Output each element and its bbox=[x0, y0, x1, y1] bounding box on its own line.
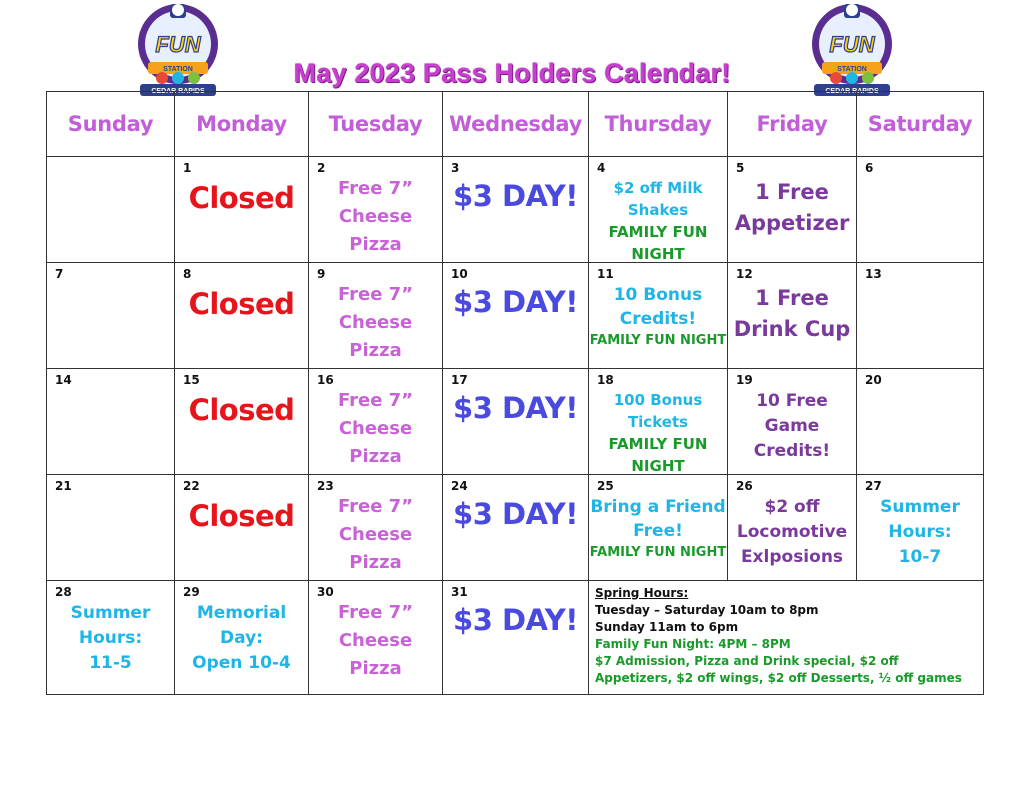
event-line: 10 Free bbox=[756, 391, 828, 411]
event-line: NIGHT bbox=[631, 457, 685, 475]
spring-hours-line: Sunday 11am to 6pm bbox=[595, 620, 739, 634]
logo-sub: STATION bbox=[163, 66, 193, 73]
day-number: 12 bbox=[736, 267, 753, 281]
day-cell-30 bbox=[309, 581, 443, 695]
day-number: 3 bbox=[451, 161, 460, 175]
calendar-table bbox=[46, 91, 984, 695]
day-cell-20 bbox=[857, 369, 984, 475]
day-cell-14 bbox=[47, 369, 175, 475]
event-free-pizza bbox=[309, 599, 442, 683]
event-line: Appetizer bbox=[734, 211, 850, 235]
day-cell-16 bbox=[309, 369, 443, 475]
day-number: 9 bbox=[317, 267, 326, 281]
day-cell-13 bbox=[857, 263, 984, 369]
day-number: 27 bbox=[865, 479, 882, 493]
day-cell-25 bbox=[589, 475, 728, 581]
event-bonus-tickets bbox=[589, 389, 727, 477]
event-closed: Closed bbox=[188, 393, 295, 427]
event-line: FAMILY FUN NIGHT bbox=[589, 333, 727, 348]
event-line: Hours: bbox=[78, 628, 143, 648]
event-line: Tickets bbox=[627, 413, 689, 431]
day-number: 1 bbox=[183, 161, 192, 175]
event-line: Cheese bbox=[338, 206, 413, 227]
event-closed: Closed bbox=[188, 181, 295, 215]
day-cell-27 bbox=[857, 475, 984, 581]
event-line: Free 7” bbox=[337, 602, 414, 623]
day-number: 23 bbox=[317, 479, 334, 493]
day-cell-4 bbox=[589, 157, 728, 263]
event-bring-a-friend bbox=[589, 495, 727, 563]
event-line: Summer bbox=[70, 603, 151, 623]
spring-hours-info bbox=[595, 585, 977, 687]
day-cell-12 bbox=[728, 263, 857, 369]
event-free-pizza bbox=[309, 175, 442, 259]
event-free-pizza bbox=[309, 493, 442, 577]
weekday-wednesday: Wednesday bbox=[443, 92, 589, 157]
event-memorial-day bbox=[175, 601, 308, 676]
day-number: 5 bbox=[736, 161, 745, 175]
week-row bbox=[47, 475, 984, 581]
day-cell-22 bbox=[175, 475, 309, 581]
event-three-dollar-day: $3 DAY! bbox=[453, 603, 578, 637]
day-number: 28 bbox=[55, 585, 72, 599]
event-line: Memorial bbox=[196, 603, 287, 623]
day-cell-6 bbox=[857, 157, 984, 263]
family-fun-night-hours: Family Fun Night: 4PM – 8PM bbox=[595, 637, 791, 651]
event-bonus-credits bbox=[589, 283, 727, 351]
weekday-thursday: Thursday bbox=[589, 92, 728, 157]
event-line: Pizza bbox=[349, 552, 402, 573]
event-line: Cheese bbox=[338, 630, 413, 651]
day-cell-21 bbox=[47, 475, 175, 581]
event-line: Day: bbox=[220, 628, 263, 648]
event-line: Pizza bbox=[349, 446, 402, 467]
event-free-pizza bbox=[309, 387, 442, 471]
event-line: Pizza bbox=[349, 234, 402, 255]
event-free-appetizer bbox=[728, 177, 856, 239]
event-line: FAMILY FUN bbox=[608, 435, 708, 453]
event-line: Summer bbox=[880, 497, 960, 517]
day-number: 10 bbox=[451, 267, 468, 281]
day-number: 13 bbox=[865, 267, 882, 281]
day-number: 25 bbox=[597, 479, 614, 493]
day-cell-8 bbox=[175, 263, 309, 369]
week-row bbox=[47, 157, 984, 263]
day-number: 16 bbox=[317, 373, 334, 387]
day-number: 26 bbox=[736, 479, 753, 493]
event-line: Bring a Friend bbox=[590, 497, 726, 517]
event-line: Free 7” bbox=[337, 496, 414, 517]
day-cell-28 bbox=[47, 581, 175, 695]
event-free-drink-cup bbox=[728, 283, 856, 345]
spring-hours-line: Tuesday – Saturday 10am to 8pm bbox=[595, 603, 819, 617]
day-number: 20 bbox=[865, 373, 882, 387]
day-cell-1 bbox=[175, 157, 309, 263]
event-line: Drink Cup bbox=[733, 317, 851, 341]
event-line: Game bbox=[764, 416, 820, 436]
day-number: 8 bbox=[183, 267, 192, 281]
day-cell-5 bbox=[728, 157, 857, 263]
weekday-friday: Friday bbox=[728, 92, 857, 157]
day-cell-24 bbox=[443, 475, 589, 581]
spring-hours-heading: Spring Hours: bbox=[595, 586, 689, 600]
day-number: 24 bbox=[451, 479, 468, 493]
weekday-monday: Monday bbox=[175, 92, 309, 157]
event-line: 1 Free bbox=[755, 180, 829, 204]
event-line: 10-7 bbox=[898, 547, 942, 567]
event-three-dollar-day: $3 DAY! bbox=[453, 391, 578, 425]
event-line: NIGHT bbox=[631, 245, 685, 263]
event-three-dollar-day: $3 DAY! bbox=[453, 497, 578, 531]
event-summer-hours bbox=[857, 495, 983, 570]
event-line: Locomotive bbox=[736, 522, 848, 542]
event-free-game-credits bbox=[728, 389, 856, 464]
event-three-dollar-day: $3 DAY! bbox=[453, 285, 578, 319]
day-number: 31 bbox=[451, 585, 468, 599]
week-row bbox=[47, 263, 984, 369]
event-line: Cheese bbox=[338, 524, 413, 545]
event-line: 10 Bonus bbox=[613, 285, 703, 305]
day-cell-18 bbox=[589, 369, 728, 475]
day-number: 7 bbox=[55, 267, 64, 281]
day-number: 2 bbox=[317, 161, 326, 175]
day-number: 30 bbox=[317, 585, 334, 599]
event-line: Pizza bbox=[349, 658, 402, 679]
weekday-saturday: Saturday bbox=[857, 92, 984, 157]
logo-word: FUN bbox=[155, 32, 201, 57]
day-cell-29 bbox=[175, 581, 309, 695]
page-title: May 2023 Pass Holders Calendar! bbox=[293, 58, 731, 88]
day-cell-3 bbox=[443, 157, 589, 263]
day-number: 15 bbox=[183, 373, 200, 387]
day-number: 11 bbox=[597, 267, 614, 281]
event-line: FAMILY FUN bbox=[608, 223, 708, 241]
weekday-header-row bbox=[47, 92, 984, 157]
event-line: Credits! bbox=[619, 309, 697, 329]
day-number: 6 bbox=[865, 161, 874, 175]
event-locomotive-explosions bbox=[728, 495, 856, 570]
day-cell-empty bbox=[47, 157, 175, 263]
event-line: Shakes bbox=[627, 201, 689, 219]
event-line: 100 Bonus bbox=[613, 391, 703, 409]
day-cell-2 bbox=[309, 157, 443, 263]
week-row bbox=[47, 581, 984, 695]
event-line: Cheese bbox=[338, 312, 413, 333]
day-cell-11 bbox=[589, 263, 728, 369]
day-cell-15 bbox=[175, 369, 309, 475]
event-line: Free 7” bbox=[337, 390, 414, 411]
event-line: Free 7” bbox=[337, 284, 414, 305]
day-cell-9 bbox=[309, 263, 443, 369]
event-closed: Closed bbox=[188, 499, 295, 533]
event-summer-hours bbox=[47, 601, 174, 676]
day-number: 17 bbox=[451, 373, 468, 387]
event-milk-shakes bbox=[589, 177, 727, 265]
day-number: 19 bbox=[736, 373, 753, 387]
day-cell-31 bbox=[443, 581, 589, 695]
day-number: 18 bbox=[597, 373, 614, 387]
event-line: $2 off Milk bbox=[613, 179, 703, 197]
spring-hours-cell bbox=[589, 581, 984, 695]
event-line: Open 10-4 bbox=[192, 653, 291, 673]
day-cell-7 bbox=[47, 263, 175, 369]
day-cell-23 bbox=[309, 475, 443, 581]
day-number: 22 bbox=[183, 479, 200, 493]
event-closed: Closed bbox=[188, 287, 295, 321]
week-row bbox=[47, 369, 984, 475]
event-line: Pizza bbox=[349, 340, 402, 361]
day-number: 29 bbox=[183, 585, 200, 599]
event-line: FAMILY FUN NIGHT bbox=[589, 545, 727, 560]
event-free-pizza bbox=[309, 281, 442, 365]
event-line: $2 off bbox=[764, 497, 820, 517]
weekday-sunday: Sunday bbox=[47, 92, 175, 157]
weekday-tuesday: Tuesday bbox=[309, 92, 443, 157]
family-fun-night-specials: $7 Admission, Pizza and Drink special, $2 off Appetizers, $2 off wings, $2 off Desserts, ½ off games bbox=[595, 654, 962, 685]
day-number: 21 bbox=[55, 479, 72, 493]
event-line: 11-5 bbox=[89, 653, 132, 673]
event-line: Cheese bbox=[338, 418, 413, 439]
day-number: 4 bbox=[597, 161, 606, 175]
event-line: Credits! bbox=[753, 441, 831, 461]
day-cell-10 bbox=[443, 263, 589, 369]
event-line: Exlposions bbox=[740, 547, 844, 567]
event-line: Hours: bbox=[888, 522, 952, 542]
event-line: 1 Free bbox=[755, 286, 829, 310]
logo-word: FUN bbox=[829, 32, 875, 57]
day-cell-26 bbox=[728, 475, 857, 581]
day-number: 14 bbox=[55, 373, 72, 387]
event-line: Free 7” bbox=[337, 178, 414, 199]
event-three-dollar-day: $3 DAY! bbox=[453, 179, 578, 213]
day-cell-17 bbox=[443, 369, 589, 475]
logo-location: CEDAR RAPIDS bbox=[151, 88, 205, 95]
logo-location: CEDAR RAPIDS bbox=[825, 88, 879, 95]
event-line: Free! bbox=[633, 521, 683, 541]
logo-sub: STATION bbox=[837, 66, 867, 73]
day-cell-19 bbox=[728, 369, 857, 475]
